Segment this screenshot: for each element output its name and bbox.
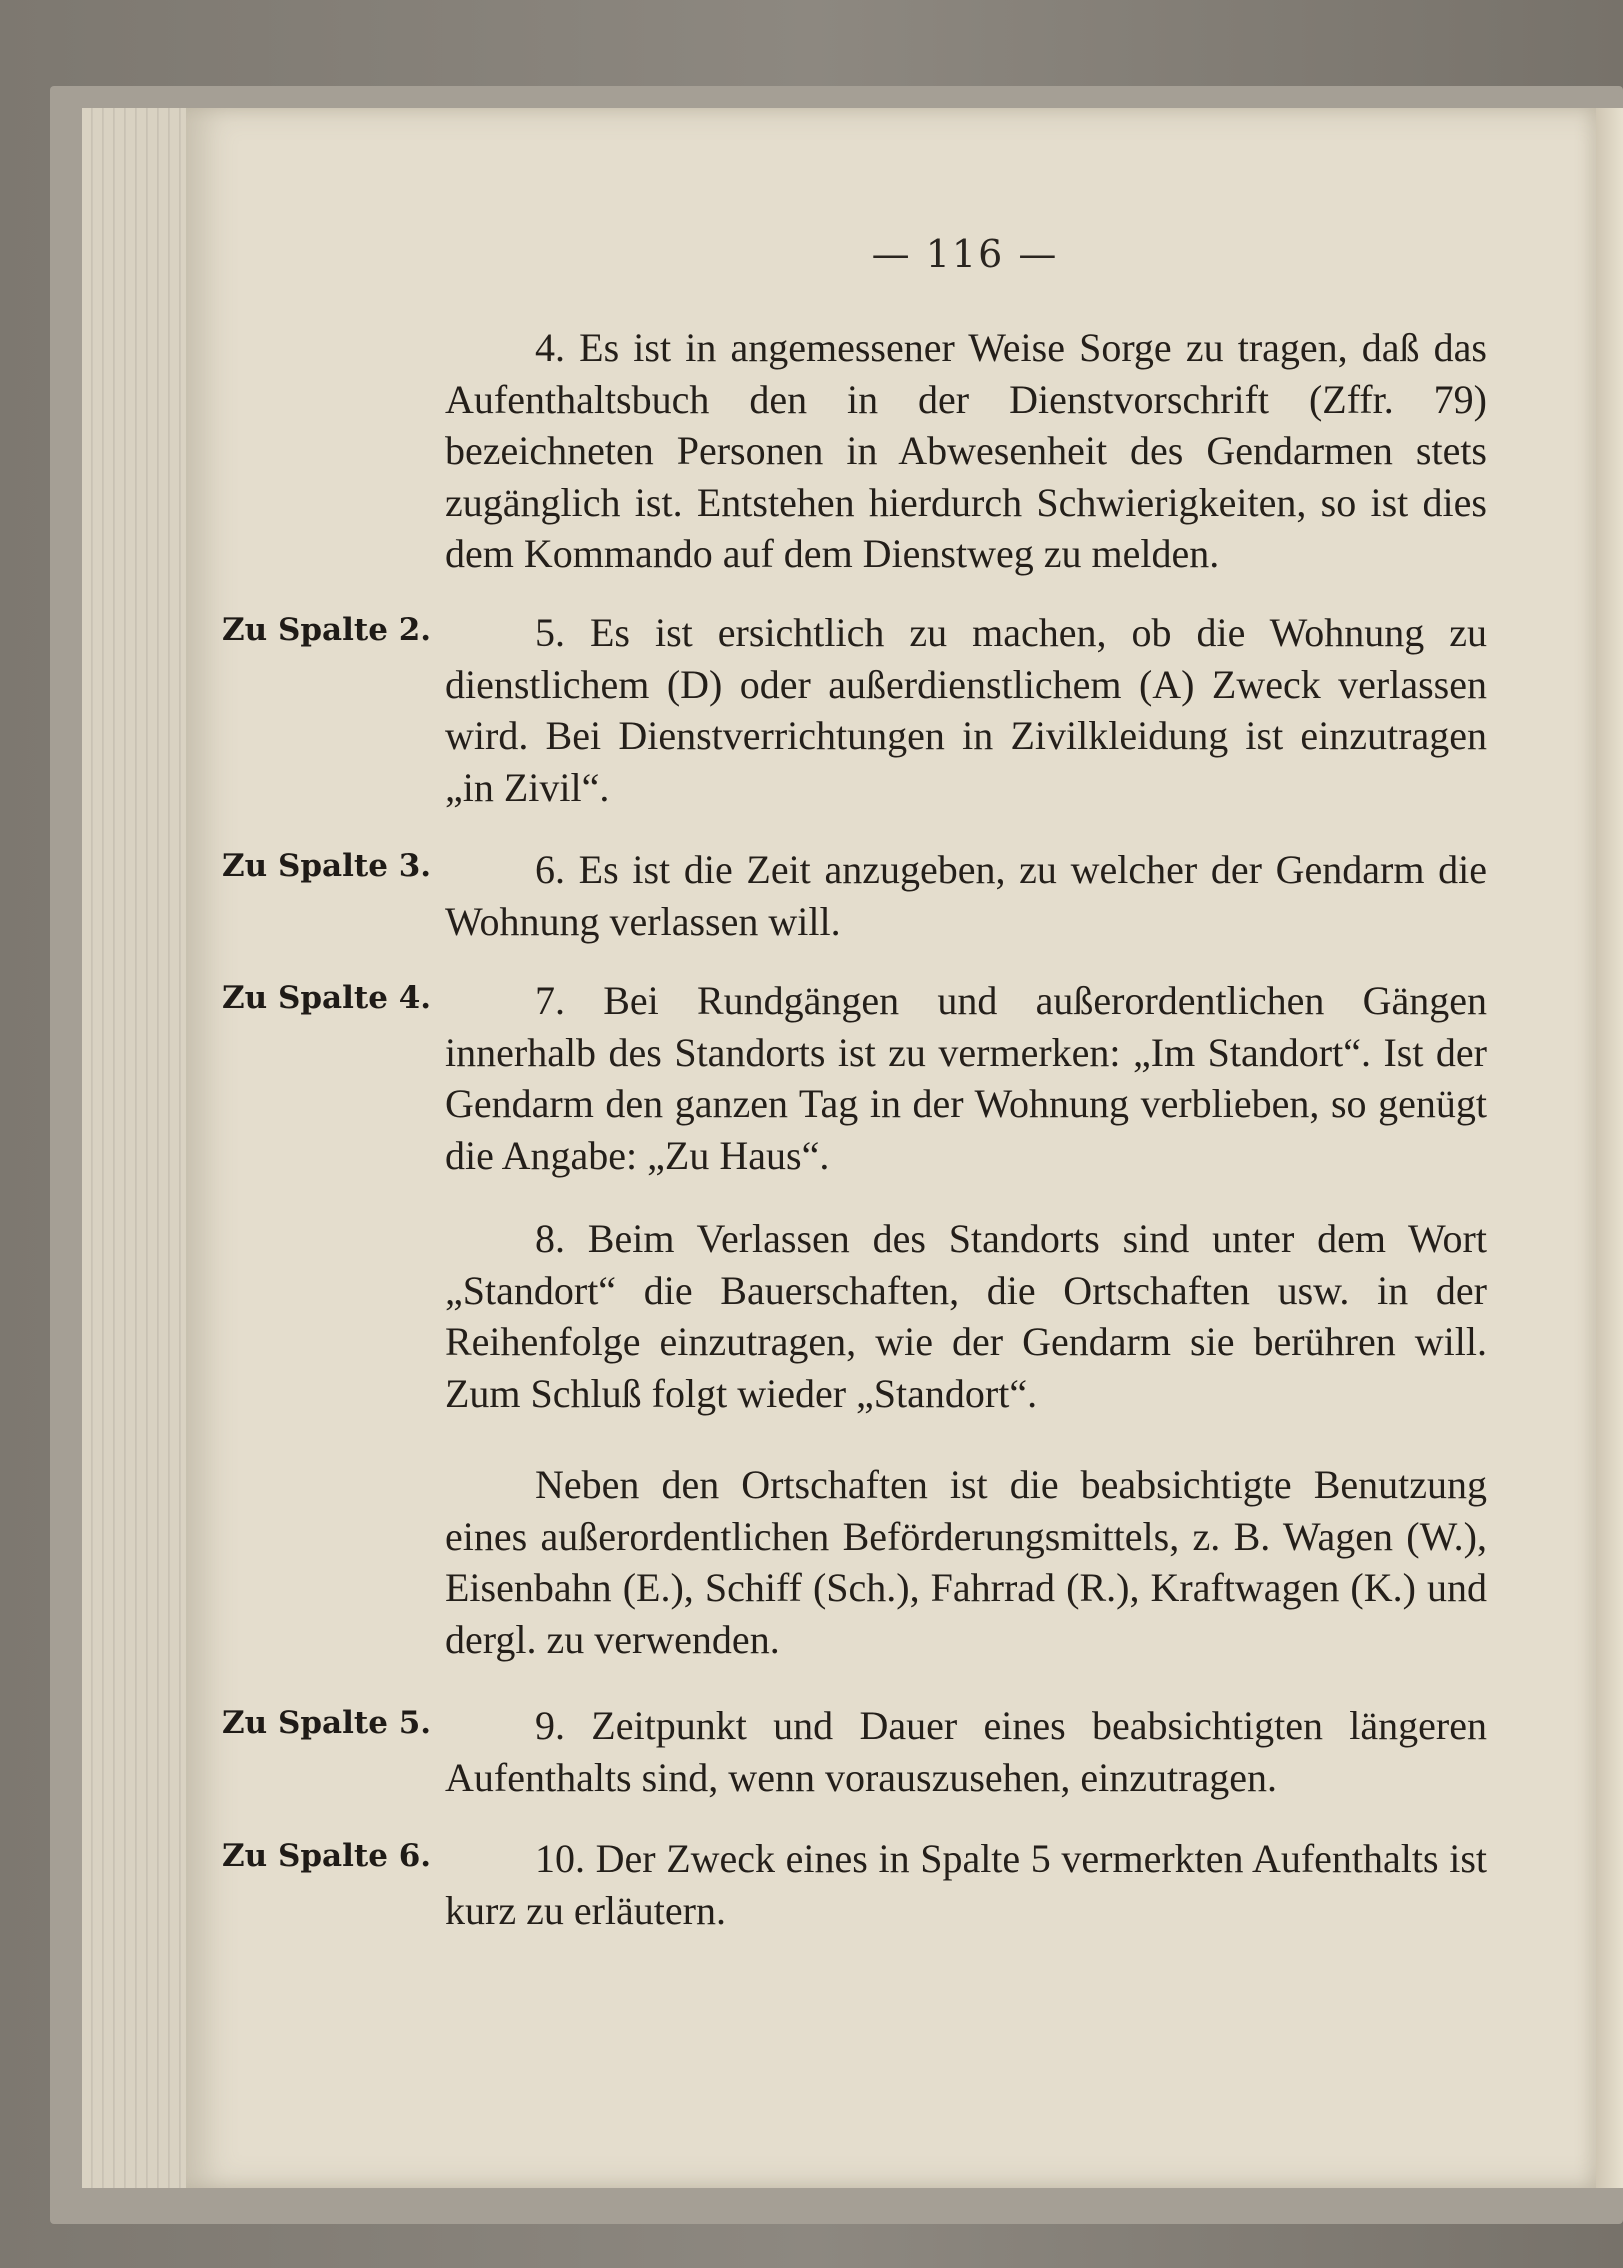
- margin-note-spalte-2: Zu Spalte 2.: [222, 612, 432, 648]
- paragraph-8: 8. Beim Verlassen des Standorts sind unter dem Wort „Standort“ die Bauerschaften, die Ortschaften usw. in der Reihenfolge einzutragen, wie der Gendarm sie berühren will. Zum Schluß folgt wieder „Standort“.: [445, 1216, 1487, 1416]
- page-number: — 116 —: [871, 232, 1059, 276]
- page-edges-stack: [82, 108, 192, 2188]
- margin-note-spalte-3: Zu Spalte 3.: [222, 848, 432, 884]
- paragraph-9: 9. Zeitpunkt und Dauer eines beabsichtigten längeren Aufenthalts sind, wenn vorauszusehen, einzutragen.: [445, 1703, 1487, 1800]
- margin-note-spalte-4: Zu Spalte 4.: [222, 980, 432, 1016]
- paragraph-5: 5. Es ist ersichtlich zu machen, ob die Wohnung zu dienstlichem (D) oder außerdienstlichem (A) Zweck verlassen wird. Bei Dienstverrichtungen in Zivilkleidung ist einzutragen „in Zivil“.: [445, 610, 1487, 810]
- facing-page-gutter: [1596, 108, 1623, 2188]
- paragraph-6: 6. Es ist die Zeit anzugeben, zu welcher der Gendarm die Wohnung verlassen will.: [445, 847, 1487, 944]
- paragraph-7: 7. Bei Rundgängen und außerordentlichen Gängen innerhalb des Standorts ist zu vermerken: „Im Standort“. Ist der Gendarm den ganzen Tag in der Wohnung verblieben, so genügt die Angabe: „Zu Haus“.: [445, 978, 1487, 1178]
- margin-note-spalte-5: Zu Spalte 5.: [222, 1705, 432, 1741]
- paragraph-means-of-transport: Neben den Ortschaften ist die beabsichtigte Benutzung eines außerordentlichen Beförderungsmittels, z. B. Wagen (W.), Eisenbahn (E.), Schiff (Sch.), Fahrrad (R.), Kraftwagen (K.) und dergl. zu verwenden.: [445, 1462, 1487, 1662]
- margin-note-spalte-6: Zu Spalte 6.: [222, 1838, 432, 1874]
- paragraph-4: 4. Es ist in angemessener Weise Sorge zu tragen, daß das Aufenthaltsbuch den in der Dienstvorschrift (Zffr. 79) bezeichneten Personen in Abwesenheit des Gendarmen stets zugänglich ist. Entstehen hierdurch Schwierigkeiten, so ist dies dem Kommando auf dem Dienstweg zu melden.: [445, 325, 1487, 576]
- paragraph-10: 10. Der Zweck eines in Spalte 5 vermerkten Aufenthalts ist kurz zu erläutern.: [445, 1836, 1487, 1933]
